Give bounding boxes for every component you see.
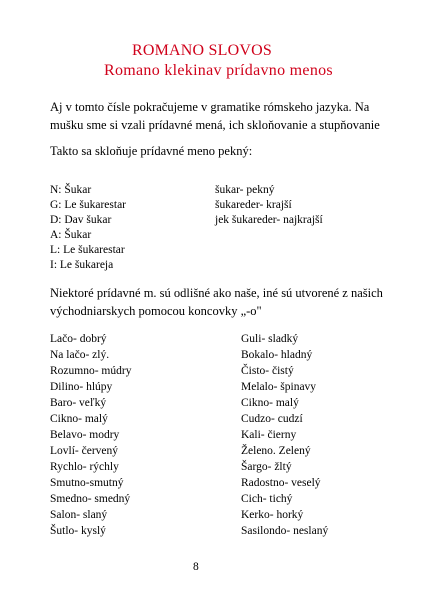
- word-right: Cich- tichý: [241, 493, 293, 505]
- word-left: Dilino- hlúpy: [50, 381, 113, 393]
- word-left: Cikno- malý: [50, 413, 108, 425]
- word-right: Cikno- malý: [241, 397, 299, 409]
- word-left: Smutno-smutný: [50, 477, 124, 489]
- word-left: Šutlo- kyslý: [50, 525, 106, 537]
- word-left: Belavo- modry: [50, 429, 120, 441]
- comparison-form: jek šukareder- najkrajší: [215, 214, 323, 226]
- declension-case: D: Dav šukar: [50, 214, 112, 226]
- word-left: Rychlo- rýchly: [50, 461, 119, 473]
- declension-case: L: Le šukarestar: [50, 244, 125, 256]
- word-right: Šargo- žltý: [241, 461, 292, 473]
- word-right: Kerko- horký: [241, 509, 304, 521]
- word-right: Melalo- špinavy: [241, 381, 317, 393]
- intro-line: Aj v tomto čísle pokračujeme v gramatike rómskeho jazyka. Na: [50, 100, 370, 114]
- word-left: Salon- slaný: [50, 509, 108, 521]
- intro-line: mušku sme si vzali prídavné mená, ich skloňovanie a stupňovanie: [50, 118, 380, 132]
- comparison-form: šukar- pekný: [215, 184, 275, 196]
- intro-paragraph: [50, 98, 410, 134]
- page-subtitle: Romano klekinav prídavno menos: [104, 62, 333, 79]
- word-right: Kali- čierny: [241, 429, 297, 441]
- word-right: Radostno- veselý: [241, 477, 321, 489]
- declension-case: I: Le šukareja: [50, 259, 114, 271]
- declension-intro: Takto sa skloňuje prídavné meno pekný:: [50, 144, 253, 158]
- word-left: Na lačo- zlý.: [50, 349, 110, 361]
- declension-case: N: Šukar: [50, 184, 92, 196]
- word-left: Rozumno- múdry: [50, 365, 132, 377]
- note-line: Niektoré prídavné m. sú odlišné ako naše, iné sú utvorené z našich: [50, 286, 383, 300]
- declension-case: G: Le šukarestar: [50, 199, 126, 211]
- word-right: Želeno. Zelený: [241, 445, 311, 457]
- page-title: ROMANO SLOVOS: [132, 42, 272, 59]
- note-paragraph: [50, 284, 410, 320]
- word-right: Čisto- čistý: [241, 365, 294, 377]
- word-right: Sasilondo- neslaný: [241, 525, 329, 537]
- word-left: Smedno- smedný: [50, 493, 131, 505]
- page-number: 8: [193, 561, 199, 573]
- word-left: Baro- veľký: [50, 397, 107, 409]
- word-right: Guli- sladký: [241, 333, 299, 345]
- word-left: Lovlí- červený: [50, 445, 119, 457]
- comparison-form: šukareder- krajší: [215, 199, 292, 211]
- word-left: Lačo- dobrý: [50, 333, 107, 345]
- declension-case: A: Šukar: [50, 229, 92, 241]
- word-right: Bokalo- hladný: [241, 349, 313, 361]
- note-line: východniarskych pomocou koncovky „-o": [50, 304, 262, 318]
- word-right: Cudzo- cudzí: [241, 413, 303, 425]
